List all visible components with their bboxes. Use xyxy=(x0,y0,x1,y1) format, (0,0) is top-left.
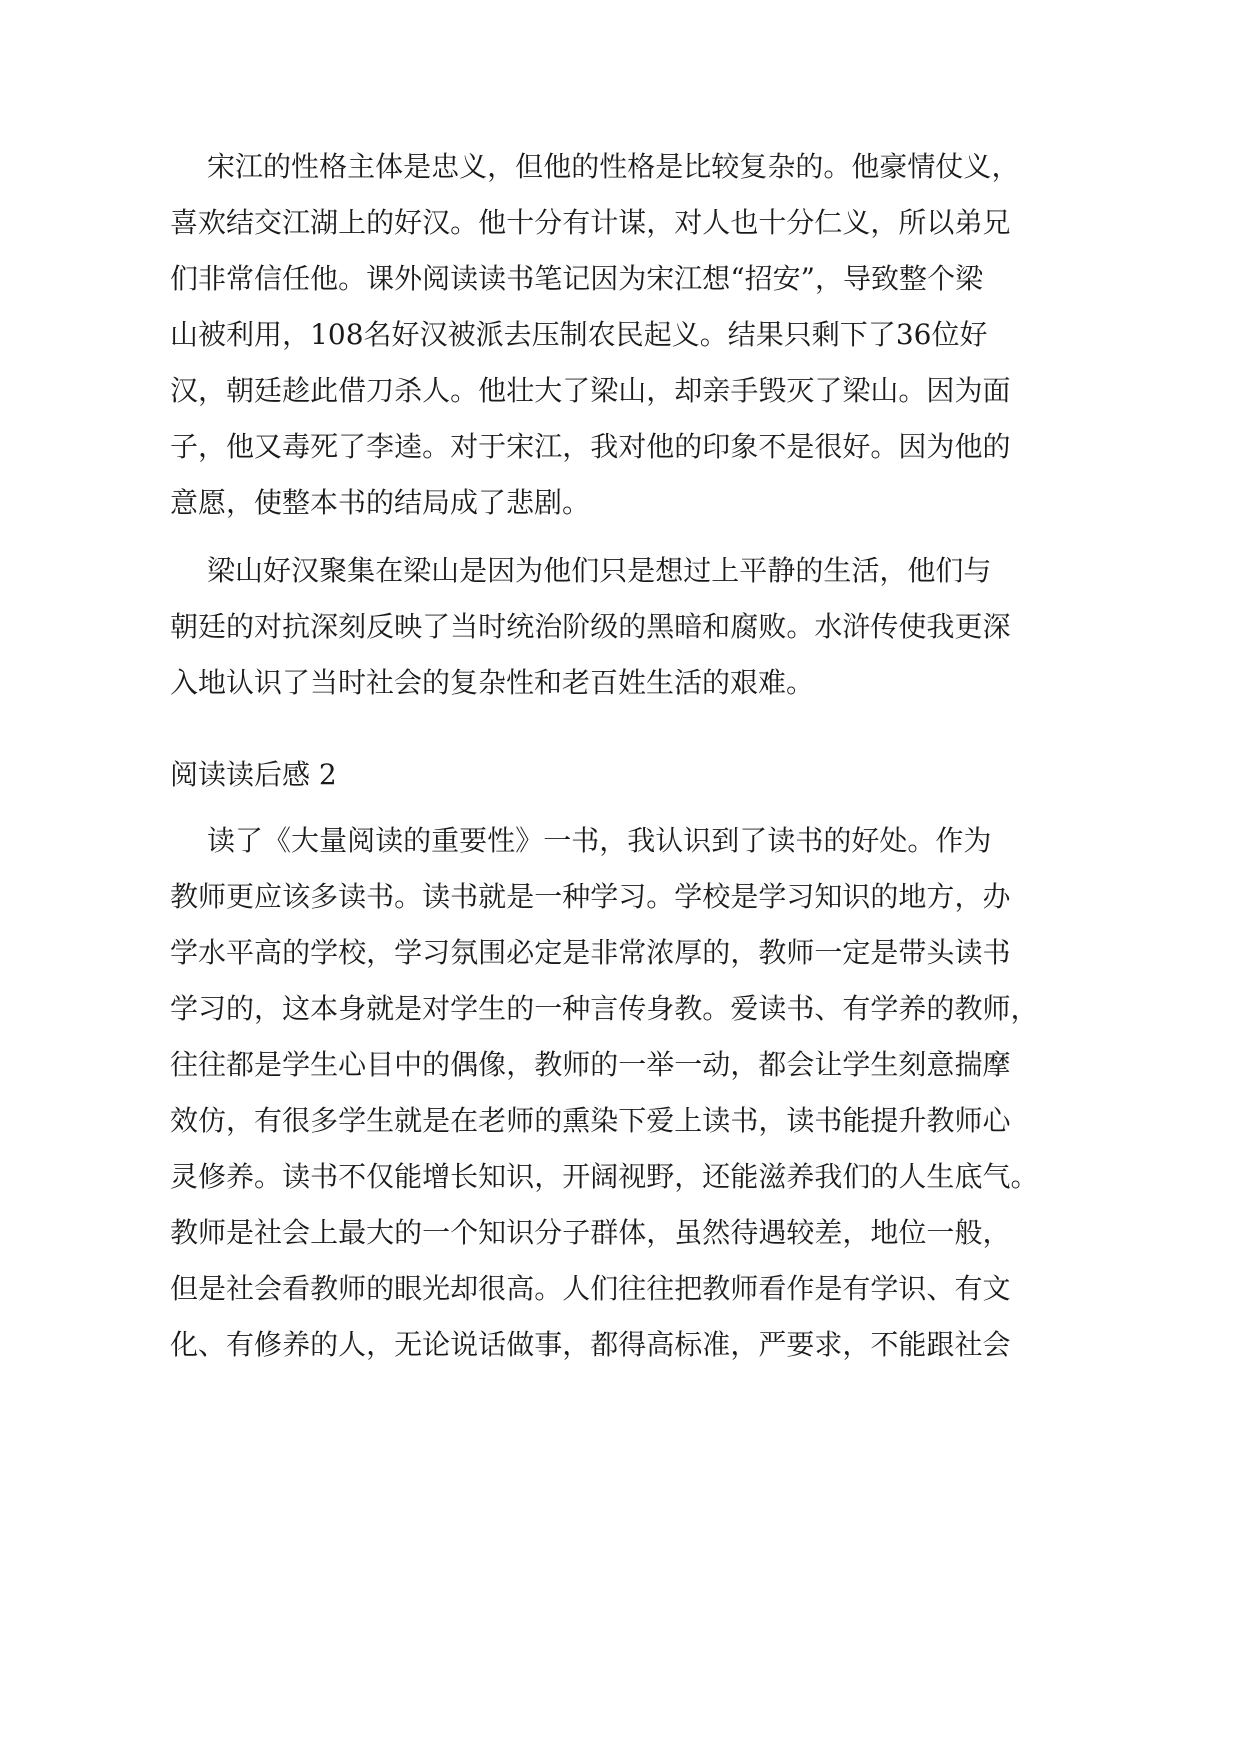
paragraph3-line-6: 效 仿 ， 有 很 多 学 生 就 是 在 老 师 的 熏 染 下 爱 上 读 书 ， 读 书 能 提 升 教 师 心 xyxy=(170,1104,1011,1137)
paragraph3-line-2: 教 师 更 应 该 多 读 书 。 读 书 就 是 一 种 学 习 。 学 校 是 学 习 知 识 的 地 方 ， 办 xyxy=(170,880,1011,913)
paragraph3-line-5: 往 往 都 是 学 生 心 目 中 的 偶 像 ， 教 师 的 一 举 一 动 ， 都 会 让 学 生 刻 意 揣 摩 xyxy=(170,1048,1011,1081)
paragraph1-line-4: 山 被 利 用 ， 108 名 好 汉 被 派 去 压 制 农 民 起 义 。 结 果 只 剩 下 了 36 位 好 xyxy=(170,318,988,351)
paragraph1-line-1: 宋 江 的 性 格 主 体 是 忠 义 ， 但 他 的 性 格 是 比 较 复 杂 的 。 他 豪 情 仗 义 ， xyxy=(207,150,1020,183)
paragraph3-line-4: 学 习 的 ， 这 本 身 就 是 对 学 生 的 一 种 言 传 身 教 。 爱 读 书 、 有 学 养 的 教 师 ， xyxy=(170,992,1039,1025)
paragraph3-line-8: 教 师 是 社 会 上 最 大 的 一 个 知 识 分 子 群 体 ， 虽 然 待 遇 较 差 ， 地 位 一 般 ， xyxy=(170,1216,1011,1249)
paragraph1-line-6: 子 ， 他 又 毒 死 了 李 逵 。 对 于 宋 江 ， 我 对 他 的 印 象 不 是 很 好 。 因 为 他 的 xyxy=(170,430,1011,463)
paragraph2-line-3: 入地认识了当时社会的复杂性和老百姓生活的艰难。 xyxy=(170,666,815,699)
paragraph1-line-2: 喜 欢 结 交 江 湖 上 的 好 汉 。 他 十 分 有 计 谋 ， 对 人 也 十 分 仁 义 ， 所 以 弟 兄 xyxy=(170,206,1011,239)
paragraph3-line-3: 学 水 平 高 的 学 校 ， 学 习 氛 围 必 定 是 非 常 浓 厚 的 ， 教 师 一 定 是 带 头 读 书 xyxy=(170,936,1011,969)
paragraph3-line-7: 灵 修 养 。 读 书 不 仅 能 增 长 知 识 ， 开 阔 视 野 ， 还 能 滋 养 我 们 的 人 生 底 气 。 xyxy=(170,1160,1039,1193)
paragraph2-line-1: 梁 山 好 汉 聚 集 在 梁 山 是 因 为 他 们 只 是 想 过 上 平 静 的 生 活 ， 他 们 与 xyxy=(207,554,992,587)
paragraph3-line-10: 化 、 有 修 养 的 人 ， 无 论 说 话 做 事 ， 都 得 高 标 准 ， 严 要 求 ， 不 能 跟 社 会 xyxy=(170,1328,1011,1361)
paragraph3-line-1: 读 了 《 大 量 阅 读 的 重 要 性 》 一 书 ， 我 认 识 到 了 读 书 的 好 处 。 作 为 xyxy=(207,824,992,857)
paragraph2-line-2: 朝 廷 的 对 抗 深 刻 反 映 了 当 时 统 治 阶 级 的 黑 暗 和 腐 败 。 水 浒 传 使 我 更 深 xyxy=(170,610,1011,643)
paragraph1-line-7: 意愿，使整本书的结局成了悲剧。 xyxy=(170,486,591,519)
paragraph3-line-9: 但 是 社 会 看 教 师 的 眼 光 却 很 高 。 人 们 往 往 把 教 师 看 作 是 有 学 识 、 有 文 xyxy=(170,1272,1011,1305)
paragraph1-line-3: 们 非 常 信 任 他 。 课 外 阅 读 读 书 笔 记 因 为 宋 江 想 “ 招 安 ” ， 导 致 整 个 梁 xyxy=(170,262,984,295)
section-heading: 阅读读后感 2 xyxy=(170,758,337,791)
paragraph1-line-5: 汉 ， 朝 廷 趁 此 借 刀 杀 人 。 他 壮 大 了 梁 山 ， 却 亲 手 毁 灭 了 梁 山 。 因 为 面 xyxy=(170,374,1011,407)
